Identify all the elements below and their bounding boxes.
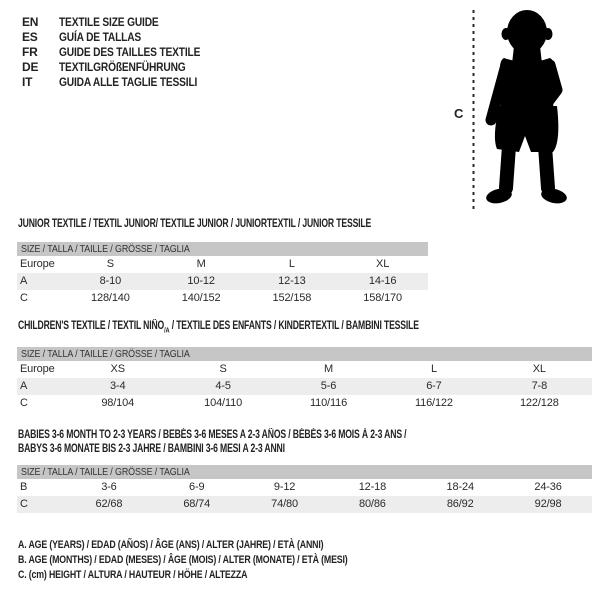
- babies-size-header-bar: [17, 465, 592, 479]
- language-row-es: [22, 30, 225, 45]
- table-cell: 12-13: [278, 275, 306, 287]
- table-row: [17, 496, 592, 513]
- language-row-it: [22, 75, 225, 90]
- babies-title-line1: BABIES 3-6 MONTH TO 2-3 YEARS / BEBÉS 3-6 MESES A 2-3 AÑOS / BÉBÉS 3-6 MOIS À 2-3 ANS /: [18, 429, 407, 441]
- row-label: A: [20, 275, 28, 287]
- table-cell: XS: [110, 363, 125, 375]
- table-cell: 4-5: [215, 380, 231, 392]
- note-text: B. AGE (MONTHS) / EDAD (MESES) / ÂGE (MOIS) / ALTER (MONATE) / ETÀ (MESI): [18, 554, 348, 566]
- table-cell: 80/86: [359, 498, 386, 510]
- children-size-table: [17, 347, 592, 412]
- title-subscript: /A: [164, 325, 170, 335]
- table-cell: M: [196, 258, 206, 270]
- height-measure-dotted-line: [471, 10, 476, 212]
- language-row-de: [22, 60, 225, 75]
- table-cell: 110/116: [309, 397, 348, 409]
- language-label: TEXTILGRÖßENFÜHRUNG: [59, 60, 186, 74]
- table-cell: 6-7: [426, 380, 442, 392]
- table-cell: S: [106, 258, 114, 270]
- table-cell: 6-9: [189, 481, 205, 493]
- table-cell: 98/104: [101, 397, 135, 409]
- size-header-label: SIZE / TALLA / TAILLE / GRÖSSE / TAGLIA: [21, 243, 190, 255]
- row-label: A: [20, 380, 28, 392]
- table-row: [17, 273, 428, 290]
- table-cell: 18-24: [446, 481, 474, 493]
- language-label: GUIDE DES TAILLES TEXTILE: [59, 45, 201, 59]
- babies-title-line2: BABYS 3-6 MONATE BIS 2-3 JAHRE / BAMBINI 3-6 MESI A 2-3 ANNI: [18, 443, 285, 455]
- junior-section-title: [18, 218, 489, 230]
- legend-notes: [18, 538, 430, 583]
- junior-section-title-text: JUNIOR TEXTILE / TEXTIL JUNIOR/ TEXTILE JUNIOR / JUNIORTEXTIL / JUNIOR TESSILE: [18, 218, 372, 230]
- row-label: C: [20, 498, 28, 510]
- size-header-label: SIZE / TALLA / TAILLE / GRÖSSE / TAGLIA: [21, 466, 190, 478]
- table-row: [17, 256, 428, 273]
- language-code: ES: [22, 30, 38, 44]
- note-line-c: [18, 568, 430, 583]
- table-cell: 68/74: [183, 498, 211, 510]
- size-header-label: SIZE / TALLA / TAILLE / GRÖSSE / TAGLIA: [21, 348, 190, 360]
- table-cell: 14-16: [368, 275, 397, 287]
- table-cell: 152/158: [272, 292, 312, 304]
- table-cell: L: [288, 258, 295, 270]
- row-label: Europe: [20, 363, 55, 375]
- language-code: DE: [22, 60, 39, 74]
- table-cell: 3-6: [101, 481, 117, 493]
- title-prefix: CHILDREN'S TEXTILE / TEXTIL NIÑO: [18, 320, 165, 332]
- table-cell: XL: [532, 363, 546, 375]
- table-cell: 158/170: [363, 292, 402, 304]
- title-suffix: / TEXTILE DES ENFANTS / KINDERTEXTIL / BAMBINI TESSILE: [169, 320, 419, 332]
- table-cell: XL: [376, 258, 390, 270]
- table-row: [17, 378, 592, 395]
- row-label: B: [20, 481, 28, 493]
- junior-size-table: [17, 242, 428, 307]
- babies-size-table: [17, 465, 592, 513]
- table-cell: S: [219, 363, 227, 375]
- table-cell: 92/98: [534, 498, 562, 510]
- table-cell: 74/80: [271, 498, 298, 510]
- table-cell: 86/92: [446, 498, 474, 510]
- language-row-en: [22, 15, 225, 30]
- language-label: GUIDA ALLE TAGLIE TESSILI: [59, 75, 198, 89]
- note-line-a: [18, 538, 430, 553]
- note-text: A. AGE (YEARS) / EDAD (AÑOS) / ÂGE (ANS) / ALTER (JAHRE) / ETÀ (ANNI): [18, 539, 324, 551]
- junior-size-header-bar: [17, 242, 428, 256]
- table-cell: 8-10: [99, 275, 122, 287]
- table-cell: 12-18: [358, 481, 387, 493]
- babies-section-title: [18, 428, 536, 456]
- table-cell: 7-8: [531, 380, 548, 392]
- note-text: C. (cm) HEIGHT / ALTURA / HAUTEUR / HÖHE / ALTEZZA: [18, 569, 248, 581]
- table-row: [17, 395, 592, 412]
- table-cell: 10-12: [187, 275, 215, 287]
- language-label: GUÍA DE TALLAS: [59, 30, 142, 44]
- table-cell: 128/140: [91, 292, 130, 304]
- language-list: [22, 15, 225, 90]
- table-row: [17, 290, 428, 307]
- height-measure-label: C: [454, 106, 464, 121]
- children-size-header-bar: [17, 347, 592, 361]
- baby-silhouette: [484, 8, 568, 206]
- table-cell: 24-36: [534, 481, 562, 493]
- row-label: Europe: [20, 258, 55, 270]
- language-row-fr: [22, 45, 225, 60]
- table-cell: 104/110: [204, 397, 243, 409]
- children-section-title-text: [18, 320, 419, 334]
- row-label: C: [20, 292, 28, 304]
- language-label: TEXTILE SIZE GUIDE: [59, 15, 159, 29]
- note-line-b: [18, 553, 430, 568]
- table-row: [17, 479, 592, 496]
- language-code: EN: [22, 15, 39, 29]
- table-cell: 140/152: [181, 292, 221, 304]
- language-code: IT: [22, 75, 33, 89]
- table-cell: M: [324, 363, 334, 375]
- table-cell: 5-6: [320, 380, 337, 392]
- row-label: C: [20, 397, 28, 409]
- table-cell: L: [430, 363, 437, 375]
- table-cell: 62/68: [95, 498, 123, 510]
- table-cell: 122/128: [519, 397, 559, 409]
- table-cell: 116/122: [414, 397, 453, 409]
- table-row: [17, 361, 592, 378]
- table-cell: 9-12: [273, 481, 296, 493]
- table-cell: 3-4: [109, 380, 126, 392]
- language-code: FR: [22, 45, 38, 59]
- children-section-title: [18, 320, 552, 334]
